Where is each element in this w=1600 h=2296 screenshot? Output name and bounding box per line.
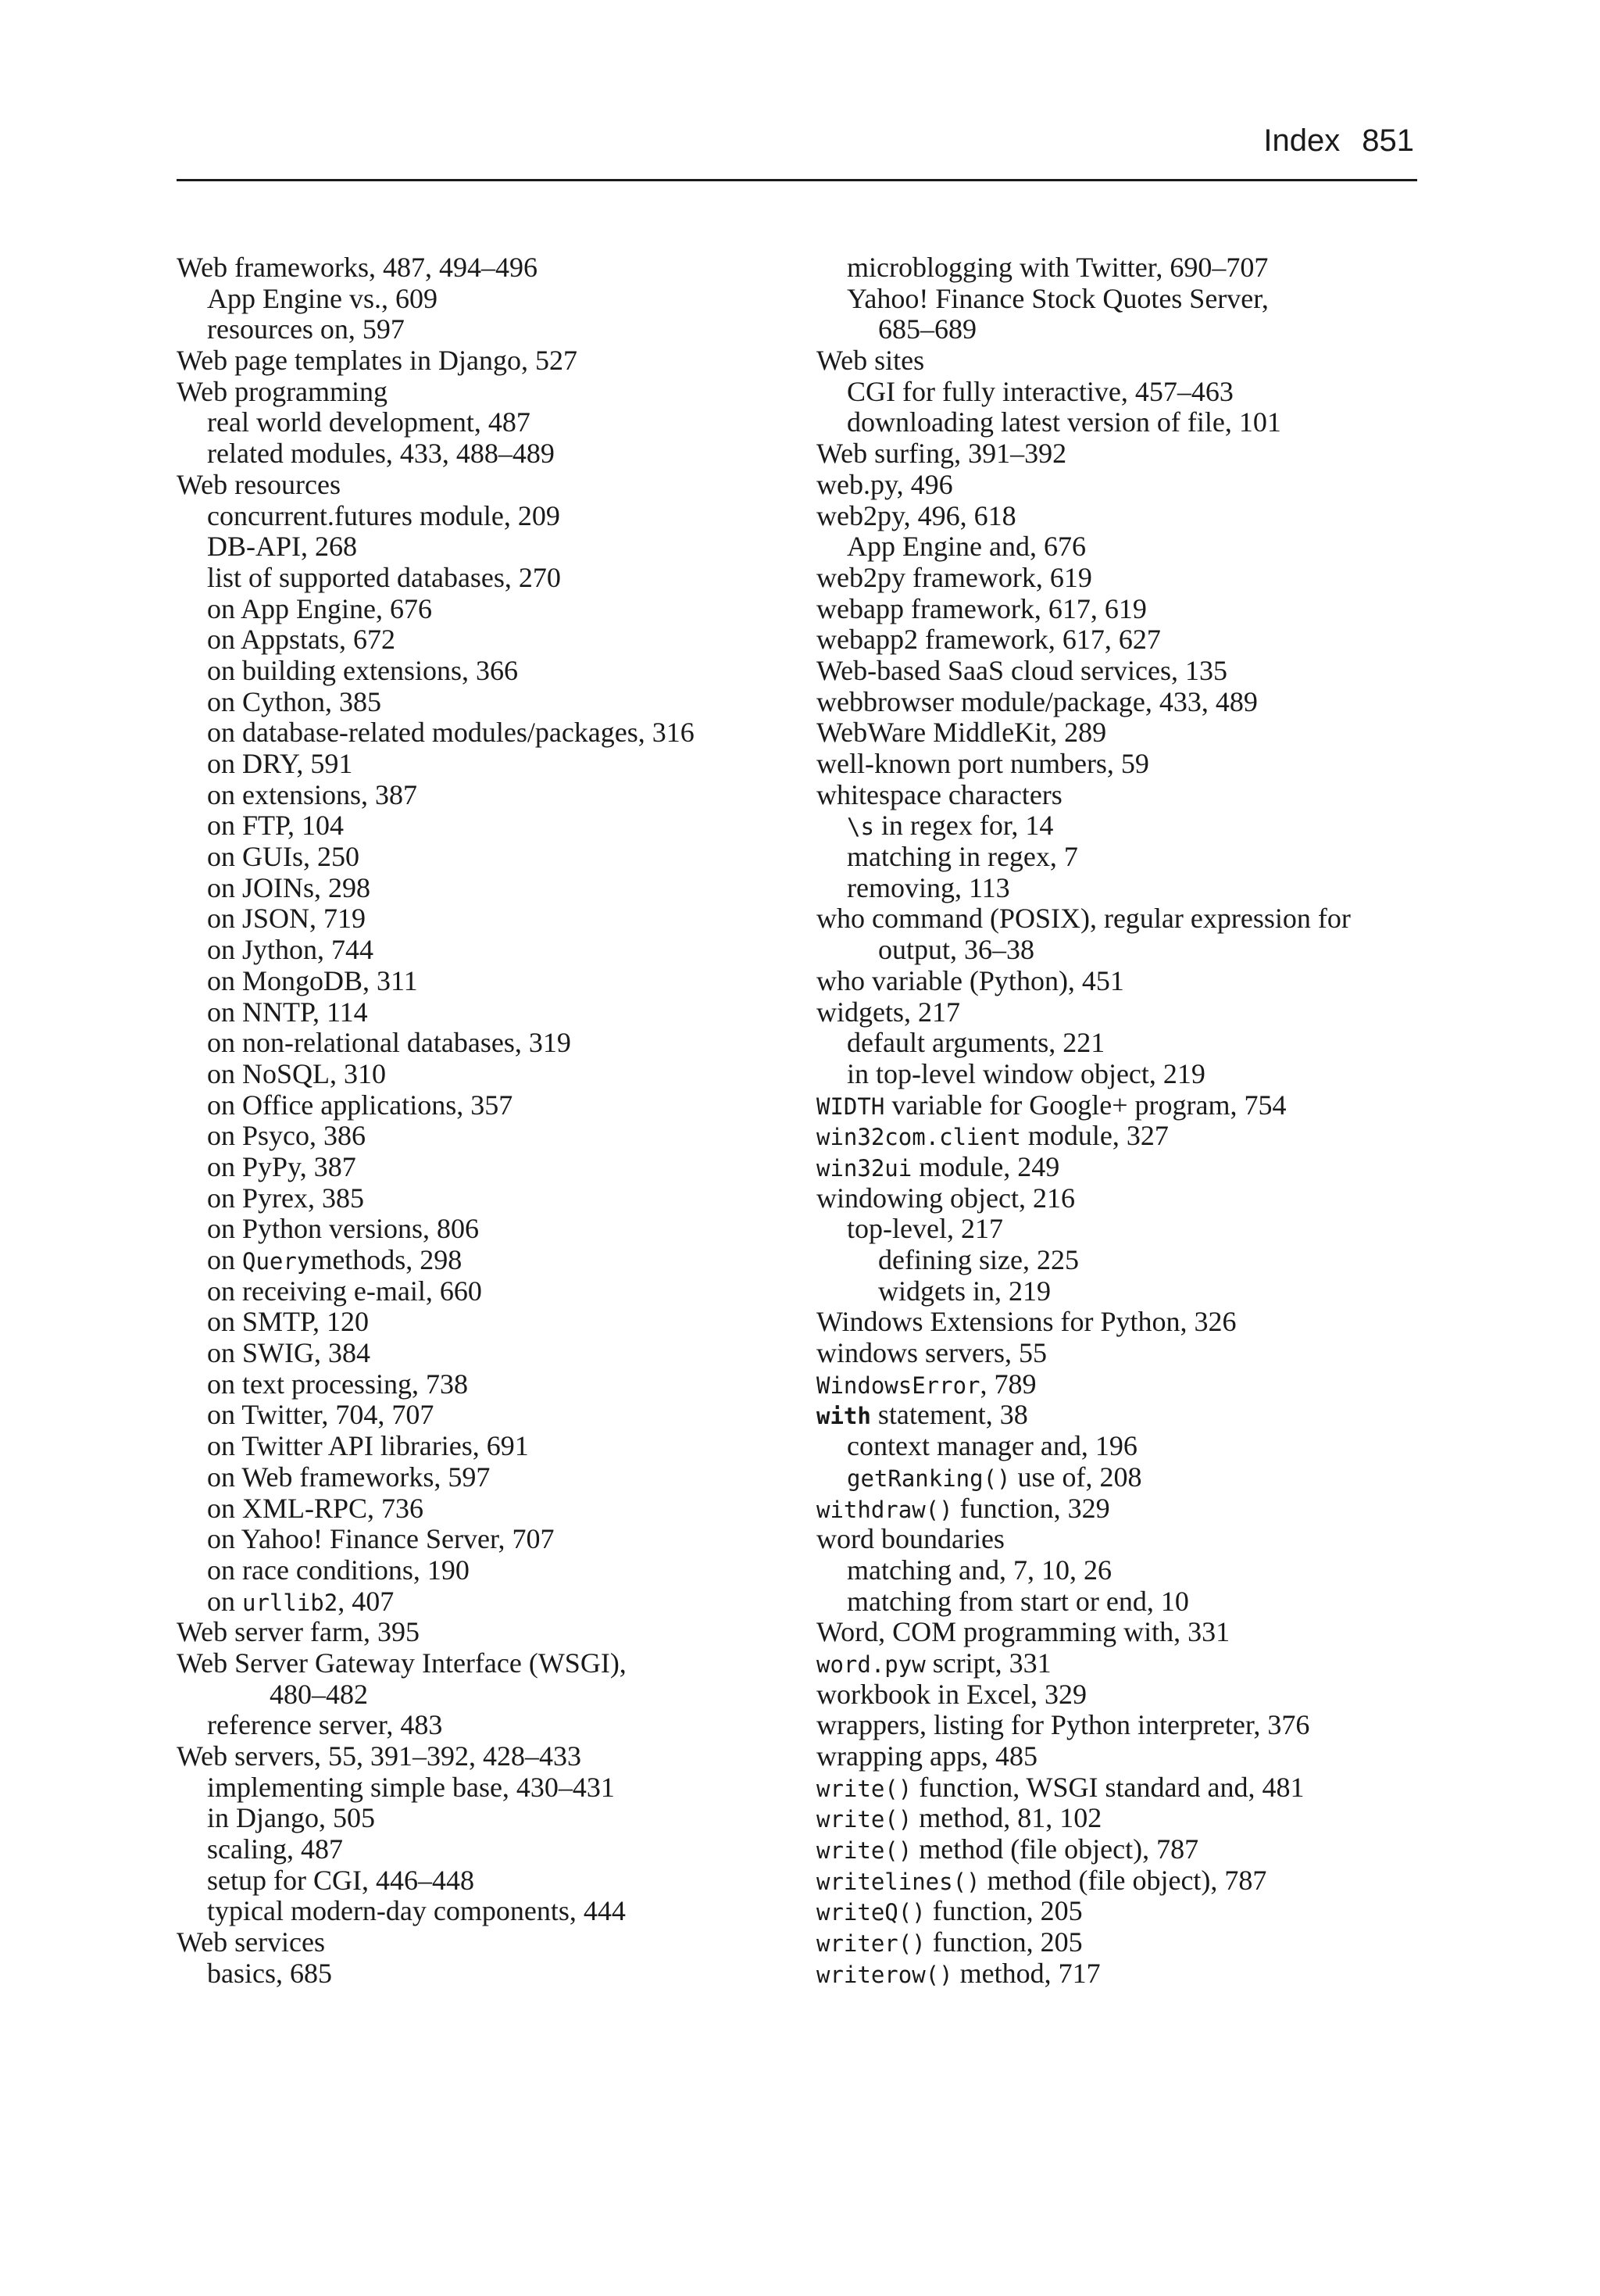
index-entry	[816, 1152, 1426, 1183]
index-entry	[177, 1338, 802, 1369]
entry-text: scaling, 487	[207, 1833, 343, 1865]
entry-text: wrappers, listing for Python interpreter, 376	[816, 1709, 1310, 1741]
index-entry	[816, 1648, 1426, 1679]
entry-text: Web resources	[177, 468, 341, 500]
index-entry	[177, 1059, 802, 1090]
entry-text: method (file object), 787	[980, 1864, 1267, 1896]
entry-text: well-known port numbers, 59	[816, 748, 1149, 779]
entry-text: Web-based SaaS cloud services, 135	[816, 654, 1227, 686]
entry-text: top-level, 217	[847, 1213, 1003, 1245]
entry-text: on Twitter, 704, 707	[207, 1399, 434, 1431]
index-entry	[177, 1865, 802, 1897]
index-entry	[816, 1090, 1426, 1121]
index-entry	[816, 252, 1426, 284]
index-entry	[816, 284, 1426, 315]
entry-text: Word, COM programming with, 331	[816, 1616, 1230, 1648]
index-entry	[177, 1245, 802, 1276]
entry-code: WindowsError	[816, 1372, 980, 1399]
index-entry	[816, 1896, 1426, 1927]
index-entry	[177, 1121, 802, 1152]
entry-text: , 407	[338, 1585, 395, 1617]
entry-text: matching and, 7, 10, 26	[847, 1554, 1112, 1586]
entry-code: with	[816, 1403, 871, 1430]
entry-code: withdraw()	[816, 1496, 953, 1523]
entry-text: output, 36–38	[878, 934, 1035, 966]
entry-text: who command (POSIX), regular expression for	[816, 903, 1351, 935]
index-entry	[177, 1896, 802, 1927]
entry-text: method (file object), 787	[912, 1833, 1199, 1865]
entry-text: web.py, 496	[816, 468, 953, 500]
entry-text: on text processing, 738	[207, 1368, 468, 1400]
entry-code: win32com.client	[816, 1124, 1021, 1151]
index-entry	[177, 1617, 802, 1648]
index-entry	[816, 842, 1426, 873]
entry-text: Web programming	[177, 375, 388, 407]
entry-text: variable for Google+ program, 754	[884, 1089, 1287, 1121]
entry-text: module, 327	[1020, 1120, 1169, 1152]
entry-text: Web server farm, 395	[177, 1616, 420, 1648]
index-entry	[816, 1338, 1426, 1369]
index-entry	[177, 252, 802, 284]
entry-text: on SWIG, 384	[207, 1337, 370, 1369]
running-header	[177, 117, 1417, 180]
entry-text: WebWare MiddleKit, 289	[816, 717, 1107, 749]
index-entry	[177, 749, 802, 780]
index-entry	[816, 1462, 1426, 1493]
index-entry	[816, 1121, 1426, 1152]
entry-text: Web sites	[816, 345, 925, 377]
entry-text: context manager and, 196	[847, 1430, 1138, 1462]
entry-text: CGI for fully interactive, 457–463	[847, 375, 1234, 407]
entry-text: , 789	[980, 1368, 1037, 1400]
index-entry	[177, 345, 802, 377]
index-entry	[177, 903, 802, 935]
index-entry	[177, 1183, 802, 1214]
index-entry	[816, 1865, 1426, 1897]
index-entry	[177, 1400, 802, 1431]
entry-text: implementing simple base, 430–431	[207, 1771, 615, 1803]
index-entry	[816, 1586, 1426, 1618]
index-entry	[816, 1524, 1426, 1555]
entry-text: on DRY, 591	[207, 748, 353, 779]
index-entry	[816, 1493, 1426, 1525]
index-entry	[816, 749, 1426, 780]
entry-text: matching in regex, 7	[847, 841, 1078, 873]
index-entry	[816, 1555, 1426, 1586]
index-entry	[816, 1059, 1426, 1090]
index-entry	[177, 563, 802, 594]
index-entry	[177, 470, 802, 501]
index-entry	[816, 687, 1426, 718]
entry-text: windowing object, 216	[816, 1182, 1075, 1214]
entry-text: reference server, 483	[207, 1709, 443, 1741]
index-entry	[816, 1741, 1426, 1772]
entry-text: on Psyco, 386	[207, 1120, 366, 1152]
entry-text: typical modern-day components, 444	[207, 1895, 626, 1927]
entry-text: on building extensions, 366	[207, 654, 518, 686]
index-entry	[816, 438, 1426, 470]
entry-prefix: on	[207, 1585, 242, 1617]
index-entry	[816, 1958, 1426, 1990]
index-entry	[816, 1028, 1426, 1059]
entry-text: function, 329	[952, 1492, 1110, 1524]
entry-text: DB-API, 268	[207, 531, 358, 563]
entry-text: on Appstats, 672	[207, 624, 396, 656]
entry-text: webapp2 framework, 617, 627	[816, 624, 1161, 656]
index-entry	[816, 1834, 1426, 1865]
entry-text: in regex for, 14	[873, 810, 1054, 842]
index-entry	[816, 1803, 1426, 1834]
entry-text: function, 205	[925, 1926, 1083, 1958]
entry-text: on Office applications, 357	[207, 1089, 513, 1121]
index-entry	[816, 717, 1426, 749]
header-rule	[177, 179, 1417, 181]
entry-text: resources on, 597	[207, 313, 405, 345]
index-entry	[816, 780, 1426, 811]
index-entry	[816, 1710, 1426, 1741]
entry-text: whitespace characters	[816, 778, 1062, 810]
index-entry	[177, 1586, 802, 1618]
entry-text: Web services	[177, 1926, 326, 1958]
index-entry	[177, 594, 802, 625]
entry-code: \s	[847, 814, 874, 841]
entry-text: workbook in Excel, 329	[816, 1678, 1087, 1710]
entry-code: writerow()	[816, 1961, 953, 1988]
index-entry	[177, 531, 802, 563]
index-entry	[816, 903, 1426, 935]
entry-text: script, 331	[925, 1647, 1052, 1679]
entry-text: function, 205	[925, 1895, 1083, 1927]
entry-text: who variable (Python), 451	[816, 964, 1124, 996]
index-entry	[177, 1090, 802, 1121]
index-entry	[816, 1679, 1426, 1711]
entry-code: urllib2	[242, 1589, 338, 1616]
index-entry	[816, 345, 1426, 377]
entry-text: wrapping apps, 485	[816, 1740, 1038, 1772]
entry-code: word.pyw	[816, 1650, 926, 1678]
index-entry	[177, 377, 802, 408]
entry-text: on Jython, 744	[207, 934, 374, 966]
entry-text: on XML-RPC, 736	[207, 1492, 424, 1524]
entry-text: web2py framework, 619	[816, 561, 1092, 593]
index-entry	[177, 780, 802, 811]
index-entry	[177, 1524, 802, 1555]
entry-text: on GUIs, 250	[207, 841, 359, 873]
index-entry	[816, 1245, 1426, 1276]
entry-text: in top-level window object, 219	[847, 1057, 1205, 1089]
entry-text: on JOINs, 298	[207, 871, 371, 903]
index-entry	[816, 1276, 1426, 1307]
entry-text: on App Engine, 676	[207, 592, 432, 624]
entry-text: microblogging with Twitter, 690–707	[847, 252, 1269, 283]
entry-text: on extensions, 387	[207, 778, 417, 810]
index-entry	[816, 314, 1426, 345]
entry-text: related modules, 433, 488–489	[207, 438, 555, 470]
entry-code: write()	[816, 1837, 912, 1865]
index-entry	[816, 1183, 1426, 1214]
entry-text: module, 249	[912, 1150, 1060, 1182]
entry-text: web2py, 496, 618	[816, 499, 1016, 531]
index-entry	[177, 687, 802, 718]
entry-text: on race conditions, 190	[207, 1554, 470, 1586]
entry-text: in Django, 505	[207, 1802, 375, 1834]
entry-text: webbrowser module/package, 433, 489	[816, 685, 1258, 717]
entry-text: matching from start or end, 10	[847, 1585, 1189, 1617]
entry-prefix: on	[207, 1244, 242, 1275]
entry-code: win32ui	[816, 1154, 912, 1182]
index-entry	[816, 531, 1426, 563]
entry-text: Web page templates in Django, 527	[177, 345, 577, 377]
index-entry	[177, 1958, 802, 1990]
index-entry	[816, 935, 1426, 966]
entry-text: method, 81, 102	[912, 1802, 1102, 1834]
entry-text: concurrent.futures module, 209	[207, 499, 560, 531]
index-column-left	[177, 252, 802, 1990]
entry-text: real world development, 487	[207, 406, 530, 438]
index-entry	[816, 563, 1426, 594]
entry-text: widgets, 217	[816, 996, 960, 1028]
index-entry	[177, 1834, 802, 1865]
index-entry	[816, 594, 1426, 625]
entry-text: on non-relational databases, 319	[207, 1027, 571, 1059]
entry-text: windows servers, 55	[816, 1337, 1047, 1369]
index-entry	[177, 1214, 802, 1245]
index-entry	[177, 438, 802, 470]
entry-code: writer()	[816, 1930, 926, 1958]
index-entry	[177, 1679, 802, 1711]
index-entry	[177, 966, 802, 997]
index-entry	[177, 656, 802, 687]
entry-text: setup for CGI, 446–448	[207, 1864, 474, 1896]
index-entry	[816, 810, 1426, 842]
index-entry	[816, 407, 1426, 438]
entry-text: on SMTP, 120	[207, 1306, 370, 1338]
entry-code: getRanking()	[847, 1465, 1011, 1492]
index-entry	[816, 1214, 1426, 1245]
index-entry	[177, 501, 802, 532]
entry-code: Query	[242, 1248, 311, 1275]
index-entry	[177, 997, 802, 1028]
entry-text: App Engine and, 676	[847, 531, 1086, 563]
entry-text: on Web frameworks, 597	[207, 1461, 491, 1493]
entry-text: on Python versions, 806	[207, 1213, 480, 1245]
index-entry	[177, 1710, 802, 1741]
index-entry	[177, 1493, 802, 1525]
index-entry	[816, 624, 1426, 656]
index-entry	[177, 284, 802, 315]
entry-text: statement, 38	[870, 1399, 1028, 1431]
entry-text: on JSON, 719	[207, 903, 366, 935]
index-entry	[177, 1555, 802, 1586]
entry-text: use of, 208	[1010, 1461, 1142, 1493]
index-entry	[816, 1369, 1426, 1400]
index-entry	[177, 1431, 802, 1462]
index-entry	[816, 377, 1426, 408]
index-entry	[816, 997, 1426, 1028]
entry-text: on NNTP, 114	[207, 996, 368, 1028]
entry-text: on database-related modules/packages, 316	[207, 717, 695, 749]
entry-text: App Engine vs., 609	[207, 282, 438, 314]
index-entry	[816, 1400, 1426, 1431]
entry-text: list of supported databases, 270	[207, 561, 561, 593]
entry-code: WIDTH	[816, 1093, 885, 1120]
index-entry	[177, 1772, 802, 1804]
entry-text: on NoSQL, 310	[207, 1057, 387, 1089]
index-entry	[816, 1772, 1426, 1804]
index-entry	[816, 656, 1426, 687]
entry-text: default arguments, 221	[847, 1027, 1105, 1059]
entry-text: Web frameworks, 487, 494–496	[177, 252, 538, 283]
entry-text: Windows Extensions for Python, 326	[816, 1306, 1237, 1338]
index-entry	[177, 1369, 802, 1400]
entry-text: on Pyrex, 385	[207, 1182, 364, 1214]
index-entry	[177, 1927, 802, 1958]
index-entry	[177, 842, 802, 873]
index-entry	[816, 1617, 1426, 1648]
index-entry	[177, 407, 802, 438]
entry-text: on MongoDB, 311	[207, 964, 418, 996]
index-entry	[177, 1648, 802, 1679]
entry-text: downloading latest version of file, 101	[847, 406, 1281, 438]
index-entry	[816, 1927, 1426, 1958]
entry-text: on FTP, 104	[207, 810, 345, 842]
entry-text: Web surfing, 391–392	[816, 438, 1067, 470]
index-entry	[177, 1803, 802, 1834]
entry-text: Yahoo! Finance Stock Quotes Server,	[847, 282, 1269, 314]
index-entry	[816, 470, 1426, 501]
index-entry	[177, 810, 802, 842]
entry-text: removing, 113	[847, 871, 1010, 903]
entry-text: defining size, 225	[878, 1244, 1079, 1275]
index-entry	[177, 314, 802, 345]
entry-text: word boundaries	[816, 1523, 1005, 1555]
page-number: 851	[1362, 123, 1414, 158]
index-entry	[177, 624, 802, 656]
entry-code: writeQ()	[816, 1899, 926, 1926]
index-entry	[816, 1307, 1426, 1338]
entry-text: on Twitter API libraries, 691	[207, 1430, 529, 1462]
index-entry	[177, 1028, 802, 1059]
entry-text: Web Server Gateway Interface (WSGI),	[177, 1647, 627, 1679]
index-entry	[177, 717, 802, 749]
index-entry	[177, 873, 802, 904]
index-column-right	[816, 252, 1426, 1990]
entry-code: writelines()	[816, 1868, 980, 1895]
header-section-label: Index	[1263, 123, 1341, 158]
index-entry	[177, 1152, 802, 1183]
header-text	[1263, 123, 1414, 159]
index-entry	[177, 1462, 802, 1493]
entry-text: basics, 685	[207, 1957, 332, 1989]
entry-text: on receiving e-mail, 660	[207, 1275, 482, 1307]
entry-text: function, WSGI standard and, 481	[912, 1771, 1305, 1803]
index-entry	[177, 935, 802, 966]
index-entry	[177, 1276, 802, 1307]
index-entry	[816, 873, 1426, 904]
entry-text: widgets in, 219	[878, 1275, 1051, 1307]
entry-text: on PyPy, 387	[207, 1150, 356, 1182]
entry-code: write()	[816, 1775, 912, 1802]
entry-code: write()	[816, 1806, 912, 1833]
entry-text: on Cython, 385	[207, 685, 382, 717]
index-entry	[816, 966, 1426, 997]
index-entry	[177, 1741, 802, 1772]
entry-text: webapp framework, 617, 619	[816, 592, 1147, 624]
entry-text: method, 717	[952, 1957, 1101, 1989]
index-entry	[816, 1431, 1426, 1462]
index-entry	[177, 1307, 802, 1338]
entry-text: methods, 298	[310, 1244, 462, 1275]
index-entry	[816, 501, 1426, 532]
entry-text: on Yahoo! Finance Server, 707	[207, 1523, 555, 1555]
entry-text: 480–482	[270, 1678, 368, 1710]
entry-text: Web servers, 55, 391–392, 428–433	[177, 1740, 582, 1772]
entry-text: 685–689	[878, 313, 977, 345]
